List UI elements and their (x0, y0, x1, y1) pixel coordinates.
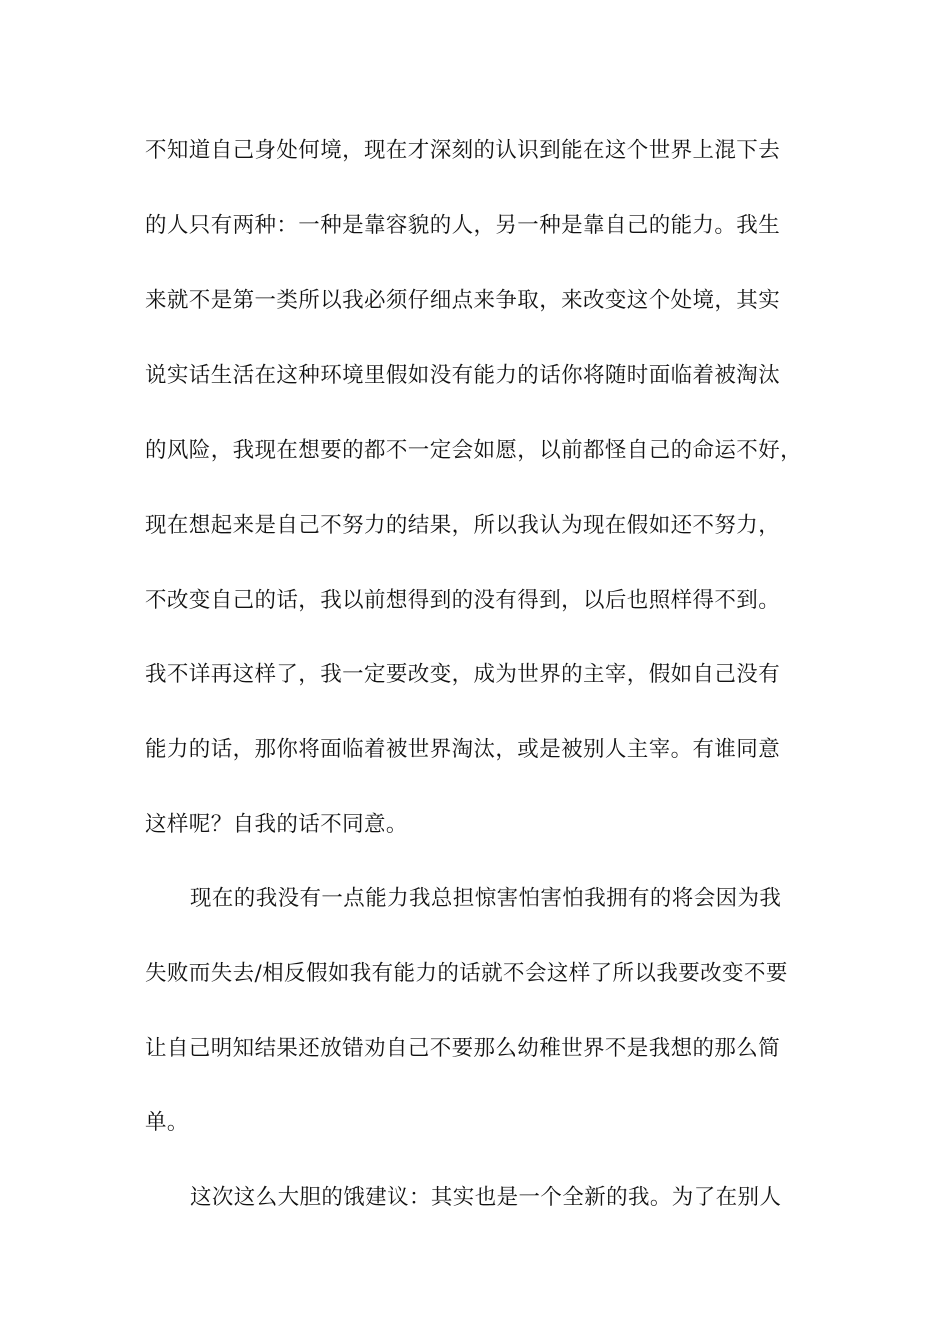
text-line-7: 不改变自己的话，我以前想得到的没有得到，以后也照样得不到。 (145, 588, 781, 613)
text-line-11: 现在的我没有一点能力我总担惊害怕害怕我拥有的将会因为我 (190, 886, 782, 911)
text-line-9: 能力的话，那你将面临着被世界淘汰，或是被别人主宰。有谁同意 (145, 737, 781, 762)
text-line-13: 让自己明知结果还放错劝自己不要那么幼稚世界不是我想的那么简 (145, 1036, 781, 1061)
text-line-4: 说实话生活在这种环境里假如没有能力的话你将随时面临着被淘汰 (145, 363, 781, 388)
text-line-14: 单。 (145, 1110, 189, 1135)
text-line-10: 这样呢？自我的话不同意。 (145, 812, 408, 837)
text-line-15: 这次这么大胆的饿建议：其实也是一个全新的我。为了在别人 (190, 1185, 782, 1210)
text-line-6: 现在想起来是自己不努力的结果，所以我认为现在假如还不努力， (145, 513, 781, 538)
text-line-8: 我不详再这样了，我一定要改变，成为世界的主宰，假如自己没有 (145, 662, 781, 687)
text-line-1: 不知道自己身处何境，现在才深刻的认识到能在这个世界上混下去 (145, 138, 781, 163)
text-line-3: 来就不是第一类所以我必须仔细点来争取，来改变这个处境，其实 (145, 288, 781, 313)
text-line-5: 的风险，我现在想要的都不一定会如愿，以前都怪自己的命运不好， (145, 438, 803, 463)
text-line-2: 的人只有两种：一种是靠容貌的人，另一种是靠自己的能力。我生 (145, 213, 781, 238)
text-line-12: 失败而失去/相反假如我有能力的话就不会这样了所以我要改变不要 (145, 961, 788, 986)
